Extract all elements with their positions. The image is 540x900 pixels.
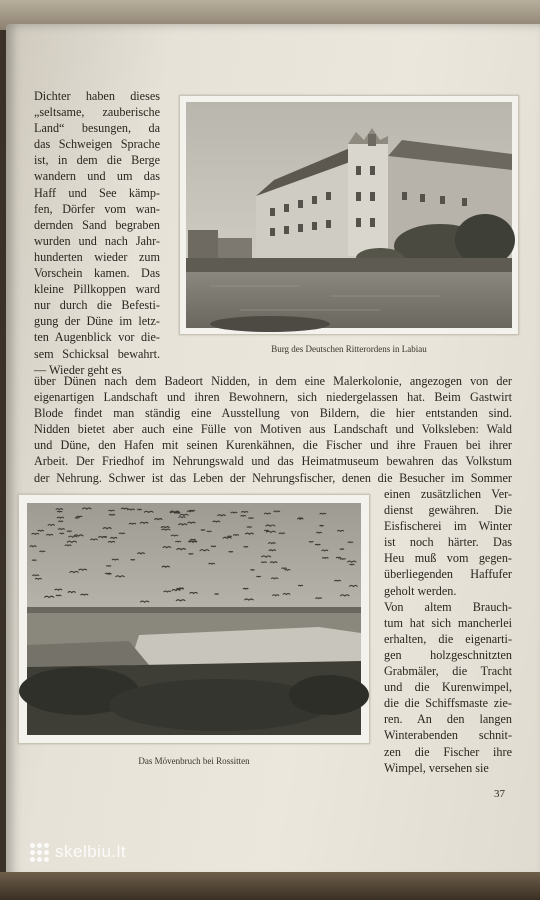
text-line: Arbeit. Der Friedhof im Nehrungswald und das Heimatmuseum bewahren das Volkstum <box>34 454 512 469</box>
bird-mark <box>233 535 239 536</box>
bird-mark <box>121 508 128 509</box>
bird-mark <box>106 566 111 567</box>
bird-mark <box>349 564 354 565</box>
bird-mark <box>108 510 114 511</box>
right-column-text <box>384 486 512 776</box>
text-line: dienst gewähren. Die <box>384 503 512 518</box>
bird-mark <box>175 541 181 542</box>
text-line: sem Schicksal bewahrt. <box>34 346 160 361</box>
bird-mark <box>119 533 125 534</box>
text-line: wurden und nach Jahr- <box>34 233 160 248</box>
text-line: — Wieder geht es <box>34 362 122 377</box>
bird-mark <box>189 554 194 555</box>
bird-mark <box>340 549 344 550</box>
bird-mark <box>261 562 267 563</box>
text-line: Land“ besungen, da <box>34 121 160 136</box>
text-line: über Dünen nach dem Badeort Nidden, in dem eine Malerkolonie, angezogen von der <box>34 374 512 388</box>
page-number: 37 <box>494 788 505 800</box>
bird-mark <box>321 550 328 551</box>
bird-mark <box>105 573 111 574</box>
left-column-text <box>34 88 160 378</box>
text-line: und die Kurenwimpel, <box>384 680 512 695</box>
bird-mark <box>179 588 184 589</box>
text-line: ren. An den langen <box>384 712 512 727</box>
text-line: geholt werden. <box>384 583 457 598</box>
bird-mark <box>190 539 195 540</box>
bird-mark <box>337 530 344 531</box>
text-line: einen zusätzlichen Ver- <box>384 487 512 501</box>
bird-mark <box>247 527 252 528</box>
watermark-logo-icon <box>30 843 49 862</box>
text-line: zen die Fischer ihre <box>384 744 512 759</box>
bird-mark <box>316 532 321 533</box>
bird-mark <box>322 558 328 559</box>
bird-mark <box>32 575 39 576</box>
bird-mark <box>211 546 216 547</box>
bird-mark <box>285 570 291 571</box>
text-line: erhalten, die eigenarti- <box>384 631 512 646</box>
bird-mark <box>201 530 205 531</box>
bird-mark <box>112 559 119 560</box>
bird-mark <box>76 516 82 517</box>
castle-illustration <box>180 96 518 334</box>
gulls-caption: Das Mövenbruch bei Rossitten <box>138 756 250 766</box>
text-line: die die Schiffsmaste zie- <box>384 696 512 711</box>
text-line: fen, Dörfer vom wan- <box>34 201 160 216</box>
bird-mark <box>241 516 246 517</box>
bird-mark <box>35 578 42 579</box>
text-line: gung der Düne im letz- <box>34 314 160 329</box>
text-line: ten Augenblick vor die- <box>34 330 160 345</box>
bird-mark <box>57 517 64 518</box>
bird-mark <box>58 521 63 522</box>
bird-mark <box>58 529 65 530</box>
bird-mark <box>103 537 107 538</box>
text-line: ist, in dem die Berge <box>34 153 160 168</box>
text-line: „seltsame, zauberische <box>34 105 160 120</box>
bird-mark <box>264 513 271 514</box>
bird-mark <box>274 511 280 512</box>
bird-mark <box>229 552 233 553</box>
bird-mark <box>348 542 353 543</box>
bird-mark <box>250 570 254 571</box>
bird-mark <box>209 563 215 564</box>
bird-mark <box>38 530 44 531</box>
text-line: nur durch die Befesti- <box>34 298 160 313</box>
bird-mark <box>297 518 303 519</box>
gulls-illustration <box>19 495 369 743</box>
text-line: kleine Pillkoppen ward <box>34 282 160 297</box>
bird-mark <box>109 514 115 515</box>
bird-mark <box>131 560 135 561</box>
text-line: Eisfischerei im Winter <box>384 519 512 534</box>
castle-caption: Burg des Deutschen Ritterordens in Labiau <box>271 344 427 354</box>
bird-mark <box>30 546 37 547</box>
bird-mark <box>244 547 249 548</box>
bird-mark <box>315 598 321 599</box>
bird-mark <box>248 518 253 519</box>
text-line: das Schweigen Sprache <box>34 137 160 152</box>
bird-mark <box>207 531 212 532</box>
watermark <box>30 842 126 862</box>
text-line: Vorschein kamen. Das <box>34 266 160 281</box>
text-line: wandern und um das <box>34 169 160 184</box>
bird-mark <box>39 551 45 552</box>
bird-mark <box>60 533 64 534</box>
bird-mark <box>48 525 55 526</box>
bird-mark <box>231 512 237 513</box>
text-line: der Nehrung. Schwer ist das Leben der Nehrungsfischer, denen die Besucher im Sommer <box>34 470 512 485</box>
book-bottom-edge <box>0 872 540 900</box>
text-line: Heu muß vom gegen- <box>384 551 512 566</box>
castle-photo <box>179 95 519 335</box>
bird-mark <box>272 595 279 596</box>
bird-mark <box>57 511 62 512</box>
bird-mark <box>320 526 324 527</box>
bird-mark <box>334 580 340 581</box>
bird-mark <box>65 545 71 546</box>
bird-mark <box>187 511 193 512</box>
text-line: Haff und See kämp- <box>34 185 160 200</box>
text-line: Wimpel, versehen sie <box>384 760 489 775</box>
text-line: Winterabenden schnit- <box>384 728 512 743</box>
text-line: hunderten wieder zum <box>34 249 160 264</box>
bird-mark <box>336 557 341 558</box>
bird-mark <box>264 530 268 531</box>
bird-mark <box>32 560 37 561</box>
bird-mark <box>279 533 285 534</box>
bird-mark <box>256 576 261 577</box>
text-line: tum hat sich mancherlei <box>384 615 512 630</box>
bird-mark <box>298 585 303 586</box>
bird-mark <box>75 518 79 519</box>
bird-mark <box>282 568 287 569</box>
text-line: eigenartigen Landschaft und ihren Bewohnern, sich niedergelassen hat. Beim Gastwirt <box>34 390 512 405</box>
bird-mark <box>315 544 320 545</box>
text-line: und Düne, den Hafen mit seinen Kurenkähnen, die Fischer und ihre Frauen bei ihrer <box>34 438 512 453</box>
gulls-photo <box>18 494 370 744</box>
bird-mark <box>320 513 326 514</box>
bird-mark <box>137 509 141 510</box>
watermark-text: skelbiu.lt <box>55 842 127 861</box>
bird-mark <box>243 588 248 589</box>
bird-mark <box>67 531 72 532</box>
text-line: gen holzgeschnitzten <box>384 647 512 662</box>
text-line: überliegenden Haffufer <box>384 567 512 582</box>
text-line: dernden Sand begraben <box>34 217 160 232</box>
text-line: Blode findet man ständig eine Ausstellung von Bildern, die hier entstanden sind. <box>34 406 512 421</box>
text-line: ist noch härter. Das <box>384 535 512 550</box>
bird-mark <box>215 594 219 595</box>
bird-mark <box>227 536 232 537</box>
main-paragraph-text <box>34 373 512 486</box>
bird-mark <box>340 559 346 560</box>
text-line: Dichter haben dieses <box>34 89 160 103</box>
bird-mark <box>46 534 53 535</box>
bird-mark <box>56 595 61 596</box>
text-line: Nidden bietet aber auch eine Fülle von Motiven aus Landschaft und Volksleben: Wald <box>34 422 512 437</box>
text-line: Grabmäler, die Tracht <box>384 664 512 679</box>
bird-mark <box>309 542 314 543</box>
bird-mark <box>179 517 186 518</box>
text-line: Von altem Brauch- <box>384 599 512 614</box>
